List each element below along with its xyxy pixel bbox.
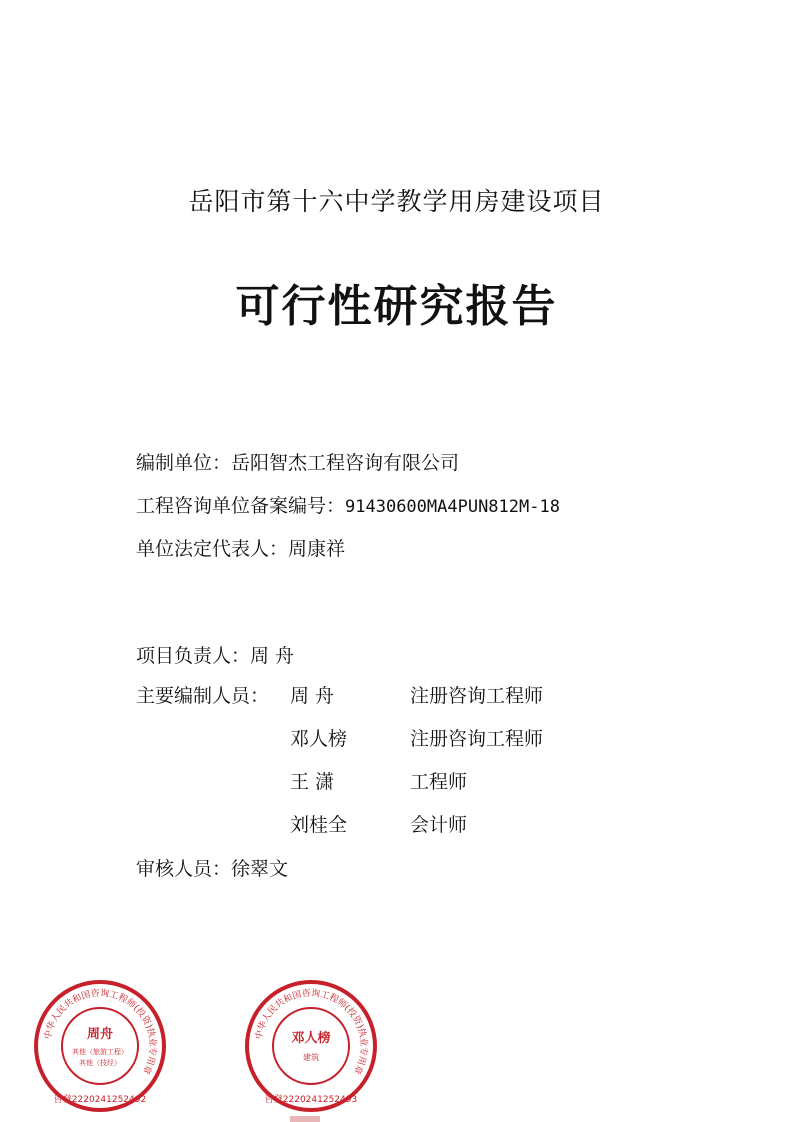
editor-role: 注册咨询工程师 [410, 685, 544, 707]
editor-role: 工程师 [410, 771, 468, 793]
engineer-seal-dengrenbang [243, 978, 379, 1114]
seal-line: 其他（旅游工程） [72, 1048, 128, 1056]
project-lead-line [136, 641, 294, 668]
seal-line: 建筑 [303, 1053, 319, 1062]
reviewer-label: 审核人员： [136, 858, 232, 880]
record-number-label: 工程咨询单位备案编号： [136, 495, 346, 517]
seal-ring-text: 中华人民共和国咨询工程师(投资)执业专用章 [254, 988, 369, 1076]
reviewer-name: 徐翠文 [231, 858, 289, 880]
engineer-seal-zhouzhou [32, 978, 168, 1114]
record-number-line [136, 491, 560, 518]
seal-name: 周舟 [86, 1027, 114, 1042]
editor-role: 会计师 [410, 814, 468, 836]
legal-representative-line [136, 534, 345, 561]
report-title: 可行性研究报告 [235, 281, 558, 332]
seal-name: 邓人榜 [291, 1031, 331, 1046]
compiling-unit-label: 编制单位： [136, 452, 232, 474]
editor-name: 周 舟 [290, 685, 335, 707]
editor-name: 邓人榜 [290, 728, 348, 750]
compiling-unit-line [136, 448, 459, 475]
seal-line: 其他（技经） [79, 1059, 121, 1067]
project-subtitle: 岳阳市第十六中学教学用房建设项目 [188, 187, 605, 216]
editor-name: 刘桂全 [290, 814, 348, 836]
record-number-value: 91430600MA4PUN812M-18 [345, 497, 560, 517]
editors-label: 主要编制人员： [136, 685, 270, 707]
seal-ring-text: 中华人民共和国咨询工程师(投资)执业专用章 [43, 988, 158, 1076]
seal-number: 咨登2220241252492 [53, 1095, 147, 1105]
project-lead-name: 周 舟 [250, 645, 295, 667]
legal-representative-value: 周康祥 [288, 538, 346, 560]
reviewer-line [136, 854, 288, 881]
editor-role: 注册咨询工程师 [410, 728, 544, 750]
editor-name: 王 潇 [290, 771, 335, 793]
legal-representative-label: 单位法定代表人： [136, 538, 289, 560]
seal-number: 咨登2220241252493 [264, 1095, 358, 1105]
bottom-red-mark [290, 1116, 320, 1122]
project-lead-label: 项目负责人： [136, 645, 251, 667]
compiling-unit-value: 岳阳智杰工程咨询有限公司 [231, 452, 460, 474]
